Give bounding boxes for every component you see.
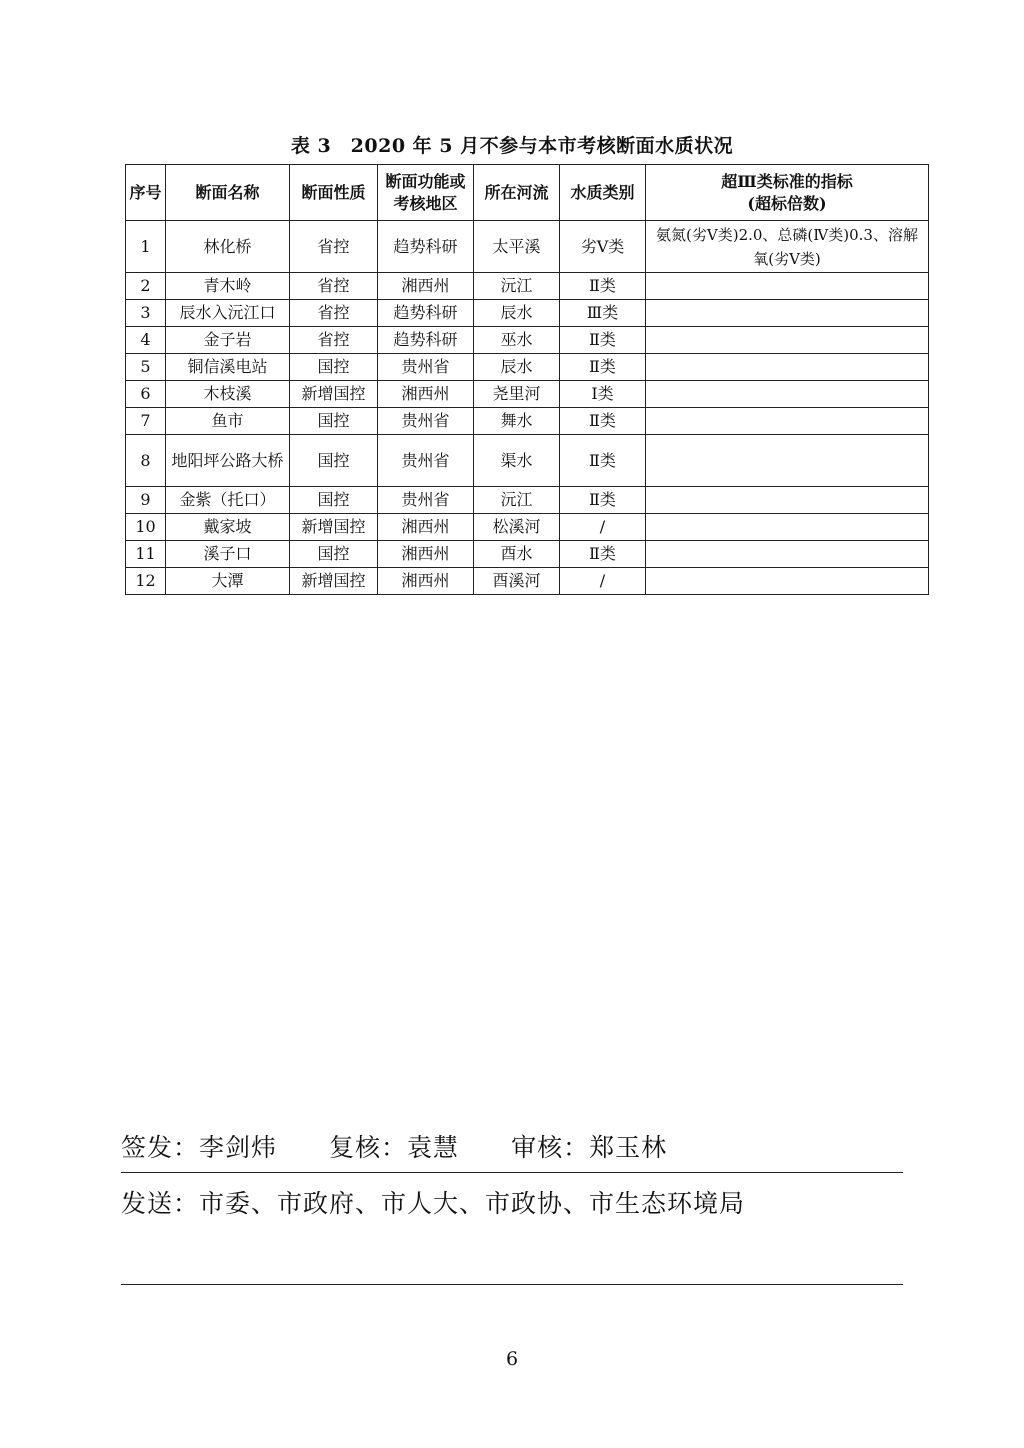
- cell-area: 趋势科研: [378, 300, 474, 327]
- cell-name: 鱼市: [166, 408, 290, 435]
- cell-nature: 国控: [290, 354, 378, 381]
- cell-nature: 省控: [290, 221, 378, 273]
- header-quality: 水质类别: [560, 165, 646, 221]
- cell-name: 木枝溪: [166, 381, 290, 408]
- cell-river: 酉溪河: [474, 568, 560, 595]
- cell-river: 沅江: [474, 273, 560, 300]
- cell-river: 巫水: [474, 327, 560, 354]
- cell-area: 湘西州: [378, 541, 474, 568]
- cell-area: 贵州省: [378, 354, 474, 381]
- cell-area: 贵州省: [378, 487, 474, 514]
- cell-seq: 6: [126, 381, 166, 408]
- cell-area: 贵州省: [378, 435, 474, 487]
- table-row: [126, 487, 929, 514]
- table-row: [126, 408, 929, 435]
- cell-quality: Ⅱ类: [560, 354, 646, 381]
- header-nature: 断面性质: [290, 165, 378, 221]
- cell-quality: Ⅰ类: [560, 381, 646, 408]
- cell-exceed: [646, 568, 929, 595]
- send-label: 发送：: [121, 1189, 200, 1218]
- table-row: [126, 300, 929, 327]
- table-header-row: [126, 165, 929, 221]
- table-row: [126, 514, 929, 541]
- audit-name: 郑玉林: [589, 1133, 668, 1162]
- cell-nature: 国控: [290, 408, 378, 435]
- cell-name: 大潭: [166, 568, 290, 595]
- cell-seq: 12: [126, 568, 166, 595]
- cell-exceed: [646, 273, 929, 300]
- table-row: [126, 354, 929, 381]
- review-label: 复核：: [329, 1133, 408, 1162]
- send-to: 市委、市政府、市人大、市政协、市生态环境局: [199, 1189, 746, 1218]
- cell-seq: 5: [126, 354, 166, 381]
- cell-seq: 3: [126, 300, 166, 327]
- cell-area: 趋势科研: [378, 221, 474, 273]
- cell-exceed: [646, 381, 929, 408]
- cell-exceed: [646, 514, 929, 541]
- cell-name: 金子岩: [166, 327, 290, 354]
- cell-name: 戴家坡: [166, 514, 290, 541]
- cell-river: 辰水: [474, 354, 560, 381]
- water-quality-table: [125, 164, 929, 595]
- audit-label: 审核：: [511, 1133, 590, 1162]
- cell-river: 辰水: [474, 300, 560, 327]
- table-row: [126, 435, 929, 487]
- cell-quality: /: [560, 514, 646, 541]
- cell-nature: 新增国控: [290, 568, 378, 595]
- cell-nature: 新增国控: [290, 514, 378, 541]
- header-exceed: [646, 165, 929, 221]
- cell-quality: Ⅱ类: [560, 408, 646, 435]
- cell-area: 贵州省: [378, 408, 474, 435]
- cell-exceed: [646, 541, 929, 568]
- signoff-line: [121, 1128, 667, 1164]
- cell-seq: 7: [126, 408, 166, 435]
- cell-name: 林化桥: [166, 221, 290, 273]
- cell-seq: 4: [126, 327, 166, 354]
- cell-area: 湘西州: [378, 568, 474, 595]
- cell-seq: 8: [126, 435, 166, 487]
- cell-area: 湘西州: [378, 514, 474, 541]
- cell-river: 渠水: [474, 435, 560, 487]
- cell-nature: 省控: [290, 300, 378, 327]
- cell-exceed: [646, 327, 929, 354]
- cell-quality: Ⅱ类: [560, 273, 646, 300]
- review-name: 袁慧: [407, 1133, 460, 1162]
- cell-seq: 9: [126, 487, 166, 514]
- cell-nature: 新增国控: [290, 381, 378, 408]
- cell-nature: 国控: [290, 541, 378, 568]
- footer-divider-bottom: [121, 1284, 903, 1285]
- cell-quality: Ⅱ类: [560, 487, 646, 514]
- page-number: 6: [505, 1348, 519, 1370]
- table-row: [126, 381, 929, 408]
- table-row: [126, 221, 929, 273]
- cell-exceed: [646, 487, 929, 514]
- cell-river: 舞水: [474, 408, 560, 435]
- cell-seq: 1: [126, 221, 166, 273]
- cell-area: 湘西州: [378, 381, 474, 408]
- cell-exceed: [646, 435, 929, 487]
- table-row: [126, 273, 929, 300]
- cell-exceed: [646, 408, 929, 435]
- cell-seq: 2: [126, 273, 166, 300]
- cell-quality: Ⅱ类: [560, 435, 646, 487]
- cell-name: 地阳坪公路大桥: [166, 435, 290, 487]
- cell-nature: 省控: [290, 327, 378, 354]
- header-river: 所在河流: [474, 165, 560, 221]
- cell-river: 太平溪: [474, 221, 560, 273]
- cell-river: 松溪河: [474, 514, 560, 541]
- table-row: [126, 327, 929, 354]
- footer-divider-top: [121, 1172, 903, 1173]
- cell-river: 沅江: [474, 487, 560, 514]
- cell-exceed: 氨氮(劣Ⅴ类)2.0、总磷(Ⅳ类)0.3、溶解氧(劣Ⅴ类): [646, 221, 929, 273]
- table-row: [126, 541, 929, 568]
- cell-nature: 国控: [290, 435, 378, 487]
- signoff-label: 签发：: [121, 1133, 200, 1162]
- cell-name: 金紫（托口）: [166, 487, 290, 514]
- cell-quality: Ⅲ类: [560, 300, 646, 327]
- cell-nature: 省控: [290, 273, 378, 300]
- header-seq: 序号: [126, 165, 166, 221]
- table-title: 表 3 2020 年 5 月不参与本市考核断面水质状况: [290, 135, 734, 157]
- cell-quality: Ⅱ类: [560, 541, 646, 568]
- cell-name: 青木岭: [166, 273, 290, 300]
- header-name: 断面名称: [166, 165, 290, 221]
- cell-area: 趋势科研: [378, 327, 474, 354]
- cell-nature: 国控: [290, 487, 378, 514]
- table-row: [126, 568, 929, 595]
- cell-name: 溪子口: [166, 541, 290, 568]
- header-exceed-line1: 超Ⅲ类标准的指标: [721, 171, 853, 191]
- cell-exceed: [646, 354, 929, 381]
- cell-quality: /: [560, 568, 646, 595]
- cell-river: 酉水: [474, 541, 560, 568]
- cell-seq: 10: [126, 514, 166, 541]
- cell-area: 湘西州: [378, 273, 474, 300]
- cell-name: 辰水入沅江口: [166, 300, 290, 327]
- header-exceed-line2: (超标倍数): [747, 193, 827, 213]
- cell-name: 铜信溪电站: [166, 354, 290, 381]
- cell-river: 尧里河: [474, 381, 560, 408]
- cell-quality: 劣Ⅴ类: [560, 221, 646, 273]
- header-function-area: 断面功能或考核地区: [378, 165, 474, 221]
- signoff-name: 李剑炜: [199, 1133, 278, 1162]
- send-line: [121, 1184, 745, 1220]
- cell-quality: Ⅱ类: [560, 327, 646, 354]
- cell-seq: 11: [126, 541, 166, 568]
- cell-exceed: [646, 300, 929, 327]
